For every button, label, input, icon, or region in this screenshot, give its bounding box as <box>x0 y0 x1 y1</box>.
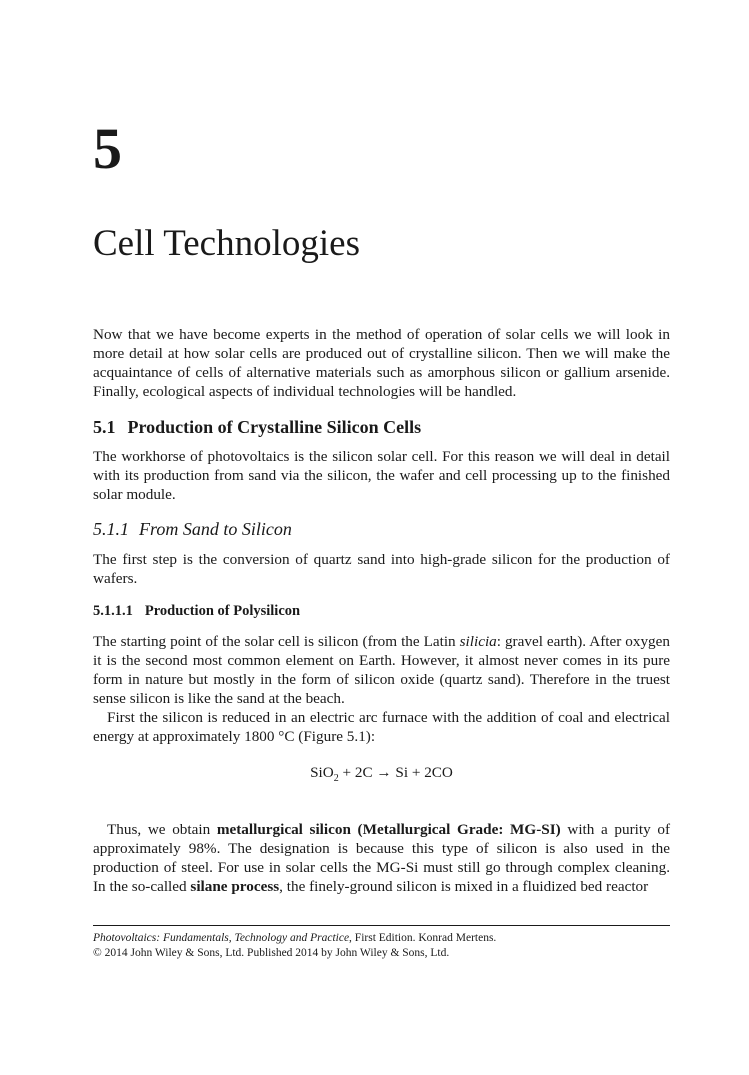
subsection-heading-5-1-1 <box>93 519 292 540</box>
equation-rest: + 2C → Si + 2CO <box>338 764 453 781</box>
polysilicon-paragraph-2: First the silicon is reduced in an electric arc furnace with the addition of coal and electrical energy at approximately 1800 °C (Figure 5.1): <box>93 709 670 745</box>
section-title: Production of Crystalline Silicon Cells <box>127 417 422 437</box>
subsection-number: 5.1.1 <box>93 519 129 539</box>
polysilicon-paragraph-1 <box>93 632 670 708</box>
footer-edition: , First Edition. Konrad Mertens. <box>349 932 497 944</box>
equation-subscript: 2 <box>333 773 339 785</box>
subsection-title: From Sand to Silicon <box>139 519 292 539</box>
subsubsection-title: Production of Polysilicon <box>144 603 301 619</box>
text-run: : gravel earth). After oxygen it is the second most common element on Earth. However, it almost never comes in its pure form in nature but mostly in the form of silicon oxide (quartz sand). Therefore in the truest sense silicon is like the sand at the beach. <box>93 633 670 707</box>
footer-rule <box>93 925 670 926</box>
latin-term: silicia <box>459 633 497 650</box>
section-number: 5.1 <box>93 417 116 437</box>
page-footer <box>93 931 670 961</box>
text-run: with a purity of approximately 98%. The designation is because this type of silicon is also used in the production of steel. For use in solar cells the MG-Si must still go through complex cleaning. In the so-called <box>93 821 671 895</box>
text-run: The starting point of the solar cell is silicon (from the Latin <box>93 633 460 650</box>
intro-paragraph: Now that we have become experts in the method of operation of solar cells we will look in more detail at how solar cells are produced out of crystalline silicon. Then we will make the acquaintance of cells of alternative materials such as amorphous silicon or gallium arsenide. Finally, ecological aspects of individual technologies will be handled. <box>93 326 670 400</box>
subsubsection-number: 5.1.1.1 <box>93 603 133 619</box>
metallurgical-paragraph <box>93 820 670 896</box>
footer-citation <box>93 931 670 946</box>
bold-term: silane process <box>190 878 280 895</box>
section-heading-5-1 <box>93 417 421 438</box>
section-5-1-body: The workhorse of photovoltaics is the silicon solar cell. For this reason we will deal in detail with its production from sand via the silicon, the wafer and cell processing up to the finished solar module. <box>93 448 670 503</box>
text-run: Thus, we obtain <box>107 821 217 838</box>
subsection-5-1-1-body: The first step is the conversion of quartz sand into high-grade silicon for the production of wafers. <box>93 551 670 587</box>
footer-copyright: © 2014 John Wiley & Sons, Ltd. Published 2014 by John Wiley & Sons, Ltd. <box>93 947 450 959</box>
subsubsection-heading-5-1-1-1 <box>93 603 300 620</box>
text-run: , the finely-ground silicon is mixed in a fluidized bed reactor <box>279 878 649 895</box>
chapter-title: Cell Technologies <box>93 223 360 264</box>
reduction-equation <box>93 764 670 784</box>
polysilicon-text <box>93 632 670 746</box>
footer-book-title: Photovoltaics: Fundamentals, Technology and Practice <box>93 932 350 944</box>
equation-sio2: SiO <box>310 764 334 781</box>
bold-term: metallurgical silicon (Metallurgical Grade: MG-SI) <box>216 821 561 838</box>
chapter-number: 5 <box>93 116 122 181</box>
